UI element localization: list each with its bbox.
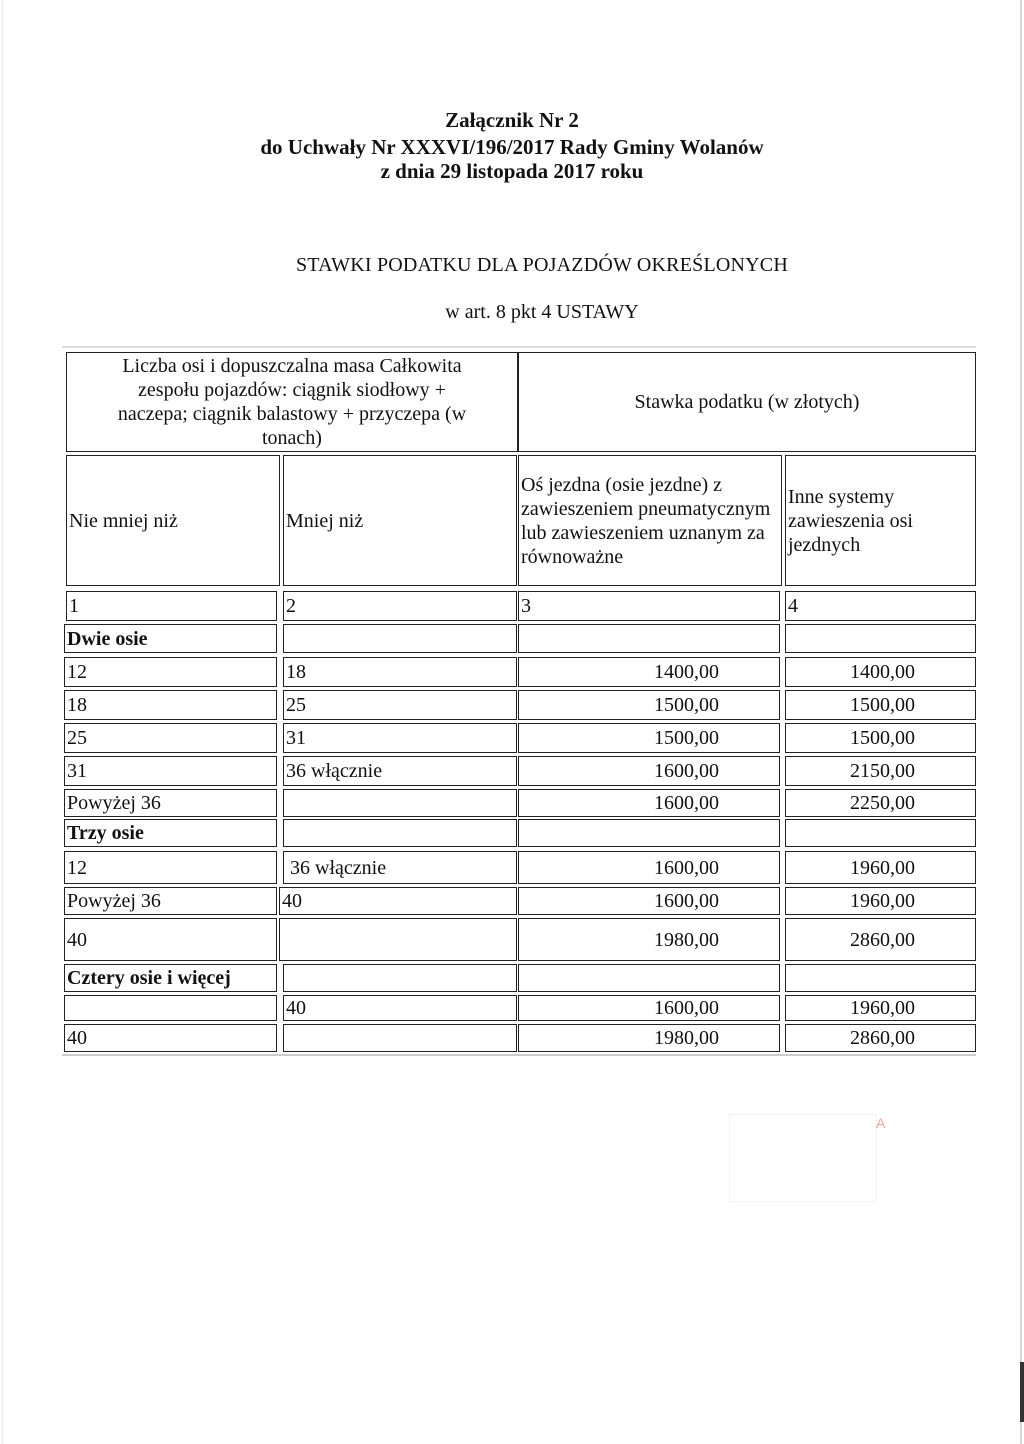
- table-row-rate-pneumatic: 1600,00: [518, 851, 780, 884]
- col-header-pneumatic: Oś jezdna (osie jezdne) z zawieszeniem pneumatycznym lub zawieszeniem uznanym za równoważne: [518, 455, 782, 586]
- empty-cell: [283, 624, 517, 653]
- table-row-max: 40: [283, 995, 517, 1021]
- table-row-rate-pneumatic: 1600,00: [518, 789, 780, 817]
- group-label-three-axles: Trzy osie: [64, 819, 277, 847]
- empty-cell: [785, 819, 976, 847]
- table-top-shadow: [62, 346, 976, 348]
- table-row-rate-other: 1500,00: [785, 723, 976, 753]
- table-row-rate-pneumatic: 1500,00: [518, 723, 780, 753]
- table-row-max: [279, 918, 517, 961]
- table-row-min: 25: [64, 723, 277, 753]
- table-row-min: 40: [64, 918, 277, 961]
- table-row-max: 36 włącznie: [283, 756, 517, 786]
- table-row-rate-other: 1400,00: [785, 657, 976, 687]
- empty-cell: [785, 624, 976, 653]
- table-row-rate-other: 2250,00: [785, 789, 976, 817]
- empty-cell: [283, 964, 517, 992]
- col-header-min: Nie mniej niż: [66, 455, 280, 586]
- empty-cell: [518, 819, 780, 847]
- table-row-max: 25: [283, 690, 517, 720]
- table-row-rate-other: 1960,00: [785, 851, 976, 884]
- col-number-4: 4: [785, 591, 976, 621]
- table-row-min: [64, 995, 277, 1021]
- scan-edge-left: [2, 0, 3, 1444]
- table-row-min: 31: [64, 756, 277, 786]
- empty-cell: [518, 624, 780, 653]
- table-row-rate-other: 1960,00: [785, 995, 976, 1021]
- col-number-2: 2: [283, 591, 517, 621]
- scan-edge-right: [1020, 0, 1022, 1444]
- table-row-rate-other: 1960,00: [785, 887, 976, 915]
- document-title: STAWKI PODATKU DLA POJAZDÓW OKREŚLONYCH: [295, 254, 788, 276]
- table-row-rate-pneumatic: 1600,00: [518, 756, 780, 786]
- table-row-min: 18: [64, 690, 277, 720]
- table-bottom-shadow: [62, 1054, 976, 1056]
- stamp-mark: A: [876, 1115, 886, 1131]
- col-number-3: 3: [518, 591, 780, 621]
- table-row-max: 36 włącznie: [283, 851, 517, 884]
- binding-edge-mark: [1020, 1362, 1024, 1422]
- empty-cell: [518, 964, 780, 992]
- table-row-rate-pneumatic: 1980,00: [518, 918, 780, 961]
- table-row-rate-pneumatic: 1400,00: [518, 657, 780, 687]
- table-row-rate-other: 2860,00: [785, 1024, 976, 1052]
- table-row-max: 31: [283, 723, 517, 753]
- table-row-rate-other: 1500,00: [785, 690, 976, 720]
- table-row-max: 18: [283, 657, 517, 687]
- table-row-min: Powyżej 36: [64, 789, 277, 817]
- document-subtitle: w art. 8 pkt 4 USTAWY: [445, 301, 639, 323]
- table-row-min: 40: [64, 1024, 277, 1052]
- table-row-rate-pneumatic: 1980,00: [518, 1024, 780, 1052]
- col-header-other: Inne systemy zawieszenia osi jezdnych: [785, 455, 976, 586]
- table-row-max: [283, 1024, 517, 1052]
- group-label-two-axles: Dwie osie: [64, 624, 277, 653]
- table-row-max: 40: [279, 887, 517, 915]
- header-cell-mass: Liczba osi i dopuszczalna masa Całkowita zespołu pojazdów: ciągnik siodłowy + naczepa; ciągnik balastowy + przyczepa (w tonach): [66, 352, 518, 452]
- table-row-rate-pneumatic: 1600,00: [518, 995, 780, 1021]
- table-row-min: Powyżej 36: [64, 887, 277, 915]
- table-row-rate-other: 2150,00: [785, 756, 976, 786]
- table-row-rate-pneumatic: 1600,00: [518, 887, 780, 915]
- header-line-1: Załącznik Nr 2: [445, 108, 579, 132]
- table-row-rate-other: 2860,00: [785, 918, 976, 961]
- table-row-min: 12: [64, 851, 277, 884]
- table-row-min: 12: [64, 657, 277, 687]
- header-line-2: do Uchwały Nr XXXVI/196/2017 Rady Gminy Wolanów: [260, 135, 764, 159]
- col-number-1: 1: [66, 591, 277, 621]
- redaction-box: [729, 1114, 877, 1202]
- table-row-max: [283, 789, 517, 817]
- empty-cell: [785, 964, 976, 992]
- group-label-four-axles: Cztery osie i więcej: [64, 964, 277, 992]
- header-cell-rate: Stawka podatku (w złotych): [518, 352, 976, 452]
- table-row-rate-pneumatic: 1500,00: [518, 690, 780, 720]
- col-header-max: Mniej niż: [283, 455, 517, 586]
- empty-cell: [283, 819, 517, 847]
- header-line-3: z dnia 29 listopada 2017 roku: [380, 159, 644, 183]
